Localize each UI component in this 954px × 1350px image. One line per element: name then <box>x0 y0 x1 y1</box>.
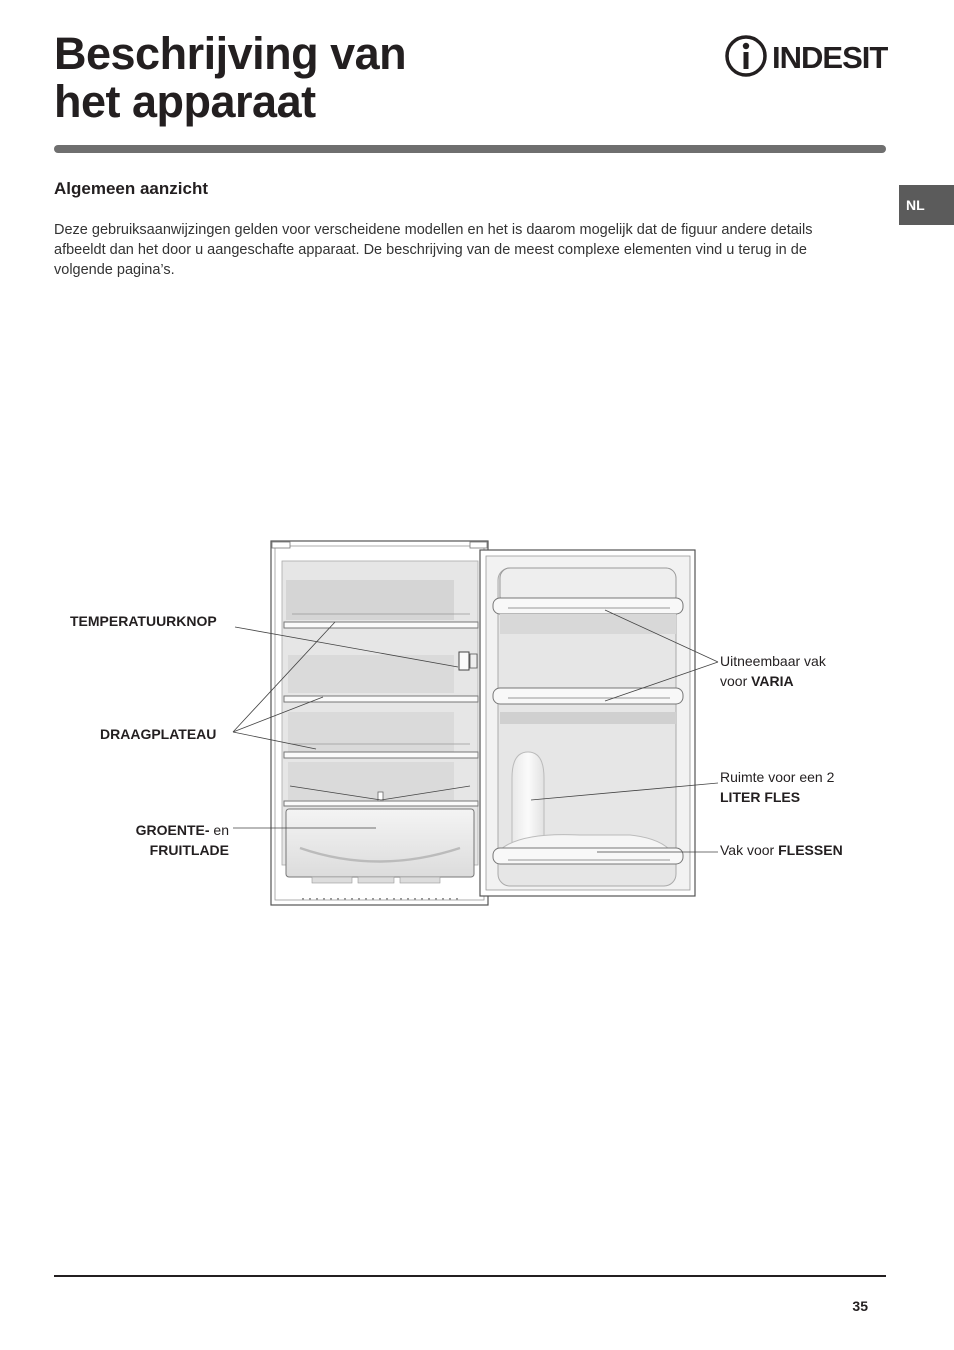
label-bottles-rack-pre: Vak voor <box>720 842 779 858</box>
page-title-line-1: Beschrijving van <box>54 28 407 79</box>
label-varia-compartment <box>720 651 826 691</box>
label-shelf-text: DRAAGPLATEAU <box>100 726 217 742</box>
section-heading: Algemeen aanzicht <box>54 179 208 198</box>
label-crisper-drawer-bold: GROENTE- <box>135 822 210 838</box>
label-crisper-drawer-line2: FRUITLADE <box>149 842 229 858</box>
label-varia-line2-bold: VARIA <box>751 673 794 689</box>
label-bottle-space <box>720 767 834 807</box>
label-temperature-knob <box>70 611 217 631</box>
label-varia-line2-pre: voor <box>720 673 752 689</box>
brand-logo-text: INDESIT <box>772 40 888 75</box>
page-number: 35 <box>852 1298 868 1314</box>
label-crisper-drawer <box>60 820 229 860</box>
label-varia-line1: Uitneembaar vak <box>720 653 826 669</box>
language-tab: NL <box>899 185 954 225</box>
fridge-cabinet <box>271 541 488 905</box>
footer-rule <box>54 1275 886 1277</box>
fridge-door <box>480 550 695 896</box>
label-shelf <box>100 724 216 744</box>
label-bottles-rack-bold: FLESSEN <box>778 842 843 858</box>
intro-paragraph: Deze gebruiksaanwijzingen gelden voor verscheidene modellen en het is daarom mogelijk dat de figuur andere details afbeeldt dan het door u aangeschafte apparaat. De beschrijving van de meest complexe elementen vind u terug in de volgende pagina’s. <box>54 222 813 278</box>
page-title-line-2: het apparaat <box>54 76 316 127</box>
label-bottles-rack <box>720 840 843 860</box>
label-bottle-line1: Ruimte voor een 2 <box>720 769 835 785</box>
label-temperature-knob-text: TEMPERATUURKNOP <box>70 613 217 629</box>
label-bottle-line2: LITER FLES <box>720 789 801 805</box>
label-crisper-drawer-rest: en <box>209 822 229 838</box>
